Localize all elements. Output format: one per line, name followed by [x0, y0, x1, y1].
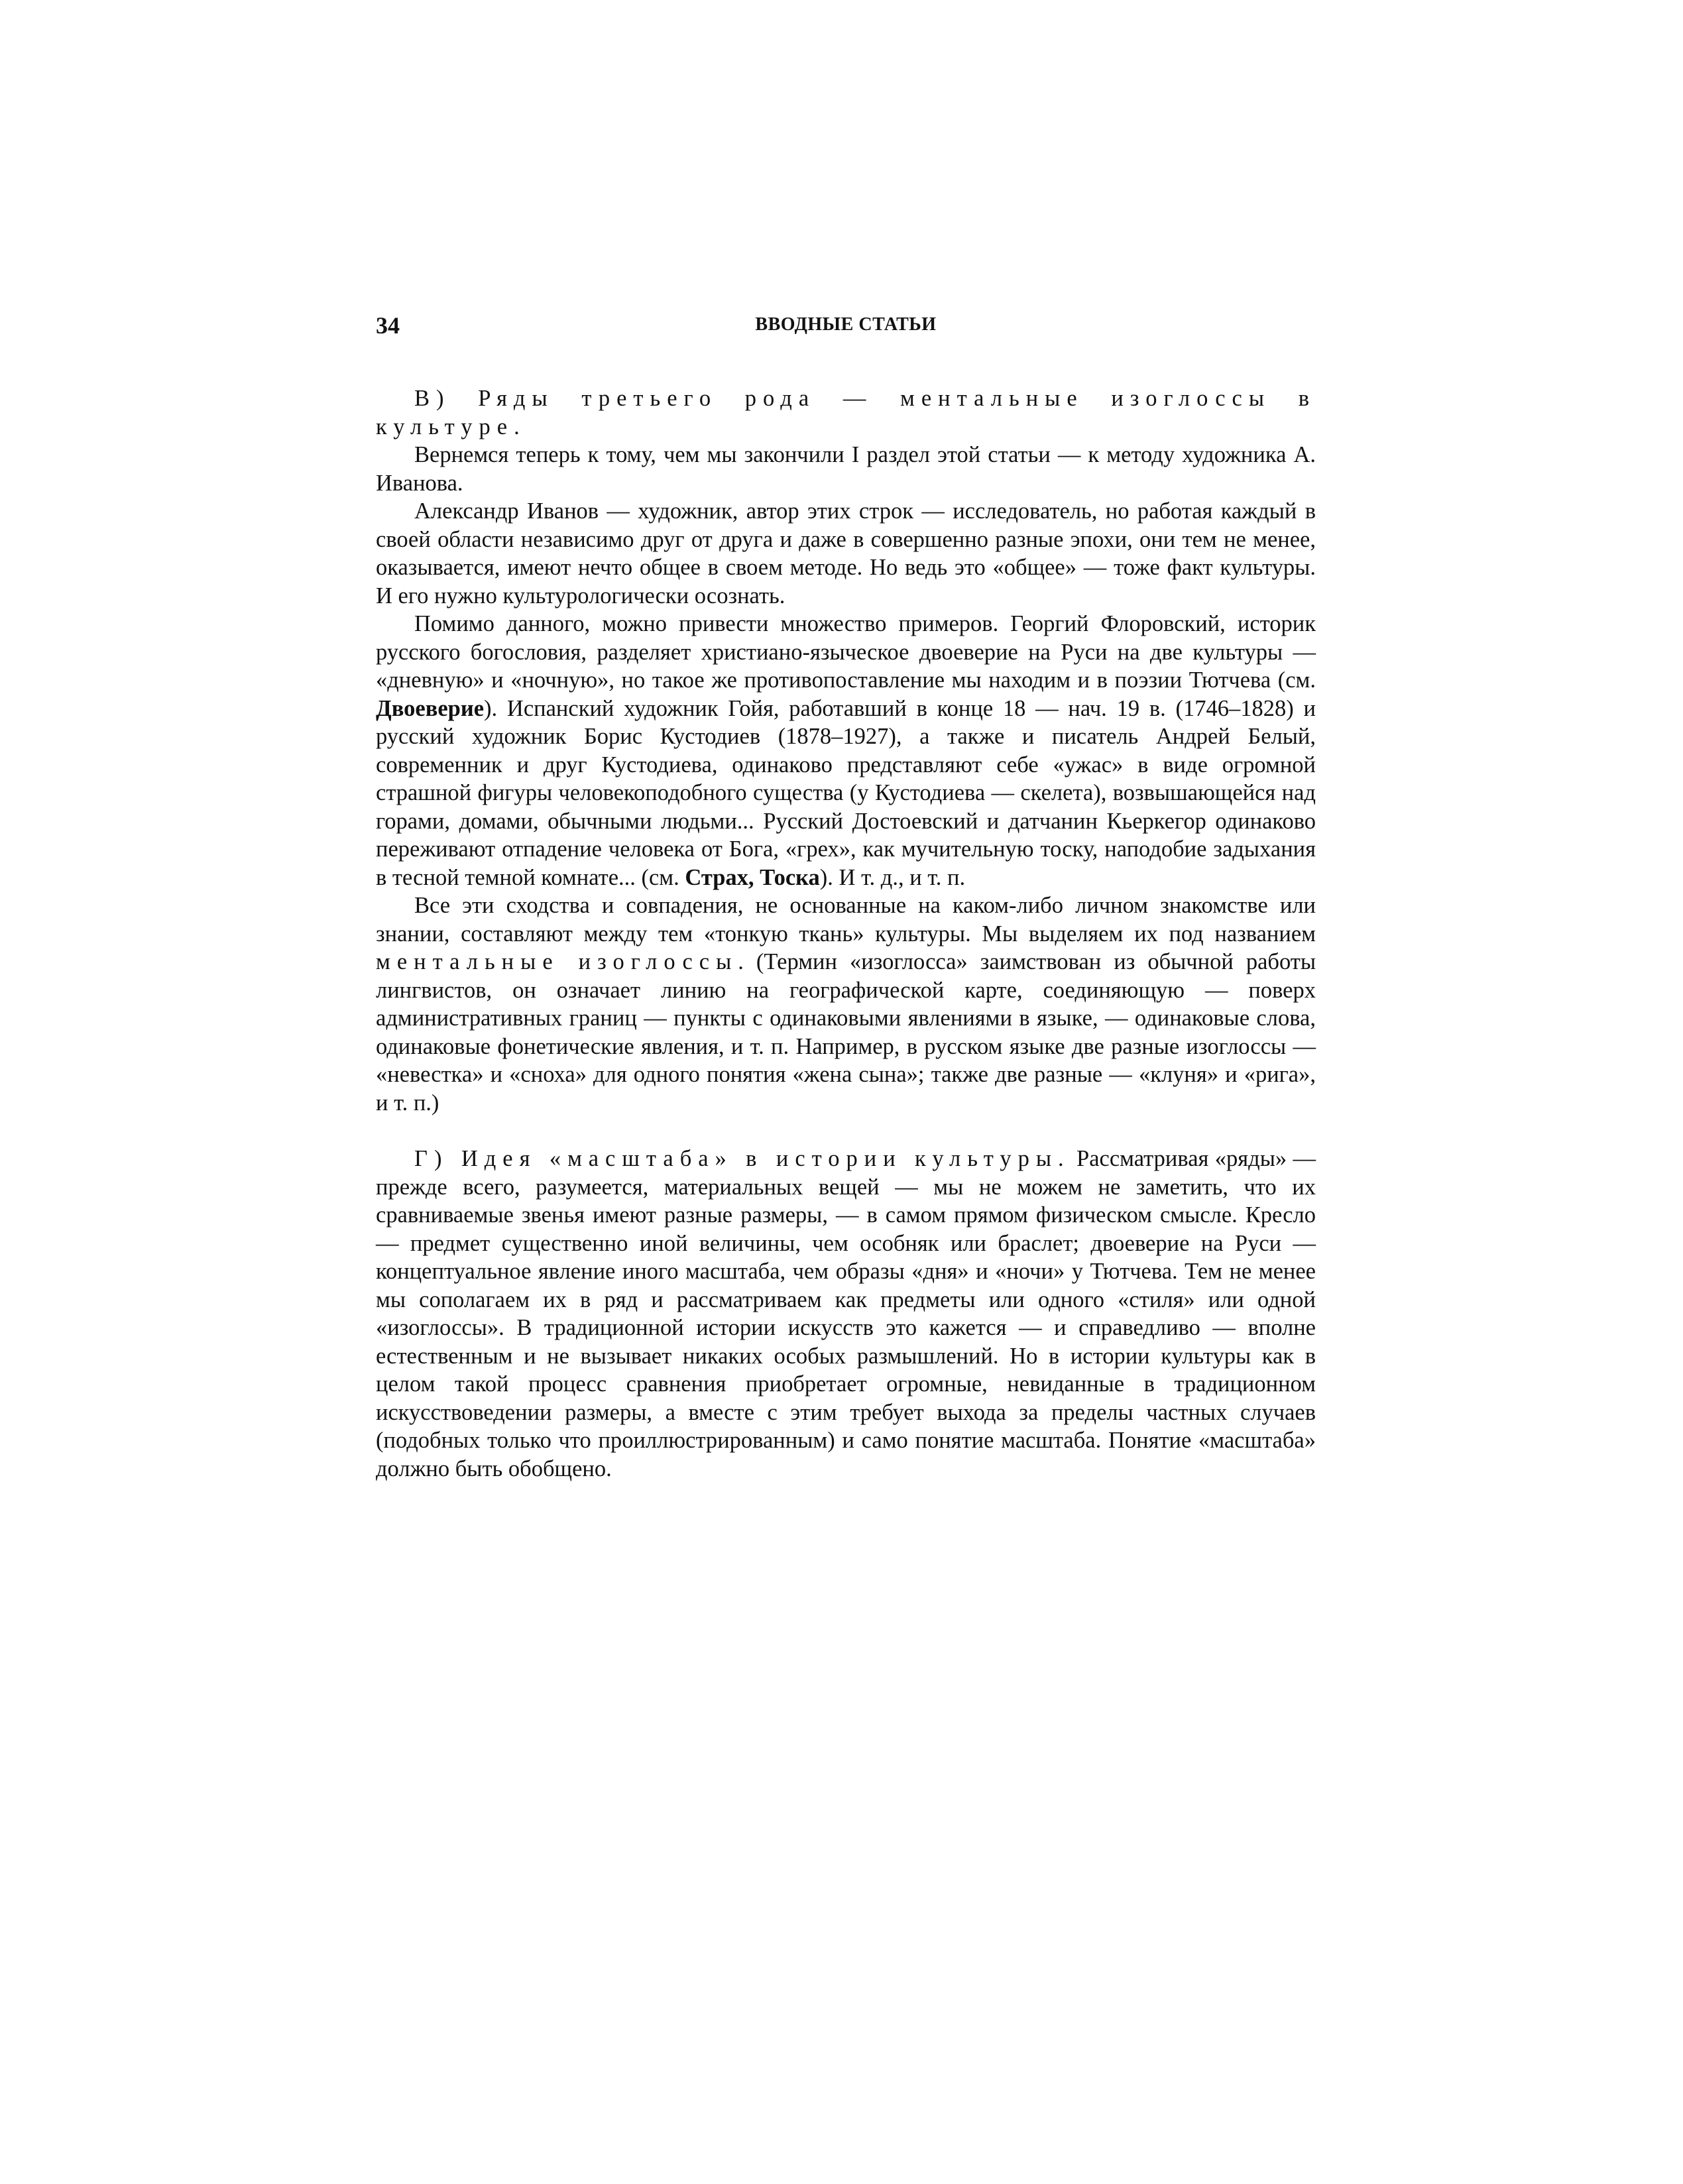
- section-v-heading: В) Ряды третьего рода — ментальные изоглоссы в культуре.: [376, 386, 1316, 439]
- page-number: 34: [376, 312, 400, 339]
- cross-reference-strakh-toska: Страх, Тоска: [685, 864, 820, 890]
- section-g-heading: Г) Идея «масштаба» в истории культуры.: [414, 1146, 1071, 1171]
- section-gap: [376, 1117, 1316, 1145]
- section-g-text: Рассматривая «ряды» — прежде всего, разумеется, материальных вещей — мы не можем не заметить, что их сравниваемые звенья имеют разные размеры, — в самом прямом физическом смысле. Кресло — предмет существенно иной величины, чем особняк или браслет; двоеверие на Руси — концептуальное явление иного масштаба, чем образы «дня» и «ночи» у Тютчева. Тем не менее мы сополагаем их в ряд и рассматриваем как предметы или одного «стиля» или одной «изоглоссы». В традиционной истории искусств это кажется — и справедливо — вполне естественным и не вызывает никаких особых размышлений. Но в истории культуры как в целом такой процесс сравнения приобретает огромные, невиданные в традиционном искусствоведении размеры, а вместе с этим требует выхода за пределы частных случаев (подобных только что проиллюстрированным) и само понятие масштаба. Понятие «масштаба» должно быть обобщено.: [376, 1146, 1316, 1481]
- paragraph-4: [376, 891, 1316, 1117]
- page-body: [376, 384, 1316, 1483]
- paragraph-2: Александр Иванов — художник, автор этих строк — исследователь, но работая каждый в своей области независимо друг от друга и даже в совершенно разные эпохи, они тем не менее, оказывается, имеют нечто общее в своем методе. Но ведь это «общее» — тоже факт культуры. И его нужно культурологически осознать.: [376, 498, 1316, 608]
- paragraph-3-text-a: Помимо данного, можно привести множество примеров. Георгий Флоровский, историк русского богословия, разделяет христиано-языческое двоеверие на Руси на две культуры — «дневную» и «ночную», но такое же противопоставление мы находим и в поэзии Тютчева (см.: [376, 611, 1316, 693]
- section-g-paragraph: [376, 1145, 1316, 1483]
- term-mental-isoglosses: ментальные изоглоссы: [376, 949, 738, 974]
- paragraph-3-text-b: ). Испанский художник Гойя, работавший в конце 18 — нач. 19 в. (1746–1828) и русский художник Борис Кустодиев (1878–1927), а также и писатель Андрей Белый, современник и друг Кустодиева, одинаково представляют себе «ужас» в виде огромной страшной фигуры человекоподобного существа (у Кустодиева — скелета), возвышающейся над горами, домами, обычными людьми... Русский Достоевский и датчанин Кьеркегор одинаково переживают отпадение человека от Бога, «грех», как мучительную тоску, наподобие задыхания в тесной темной комнате... (см.: [376, 695, 1316, 890]
- paragraph-1: Вернемся теперь к тому, чем мы закончили I раздел этой статьи — к методу художника А. Иванова.: [376, 442, 1316, 496]
- paragraph-4-text-a: Все эти сходства и совпадения, не основанные на каком-либо личном знакомстве или знании, составляют между тем «тонкую ткань» культуры. Мы выделяем их под названием: [376, 893, 1316, 947]
- section-v-heading-paragraph: [376, 384, 1316, 441]
- page-header: [376, 312, 1316, 338]
- paragraph-3-text-c: ). И т. д., и т. п.: [819, 864, 966, 890]
- book-page: [376, 312, 1316, 1483]
- cross-reference-dvoeverie: Двоеверие: [376, 695, 485, 721]
- paragraph-4-text-b: . (Термин «изоглосса» заимствован из обычной работы лингвистов, он означает линию на географической карте, соединяющую — поверх административных границ — пункты с одинаковыми явлениями в языке, — одинаковые слова, одинаковые фонетические явления, и т. п. Например, в русском языке две разные изоглоссы — «невестка» и «сноха» для одного понятия «жена сына»; также две разные — «клуня» и «рига», и т. п.): [376, 949, 1316, 1116]
- paragraph-3: [376, 610, 1316, 891]
- running-title: ВВОДНЫЕ СТАТЬИ: [755, 314, 937, 335]
